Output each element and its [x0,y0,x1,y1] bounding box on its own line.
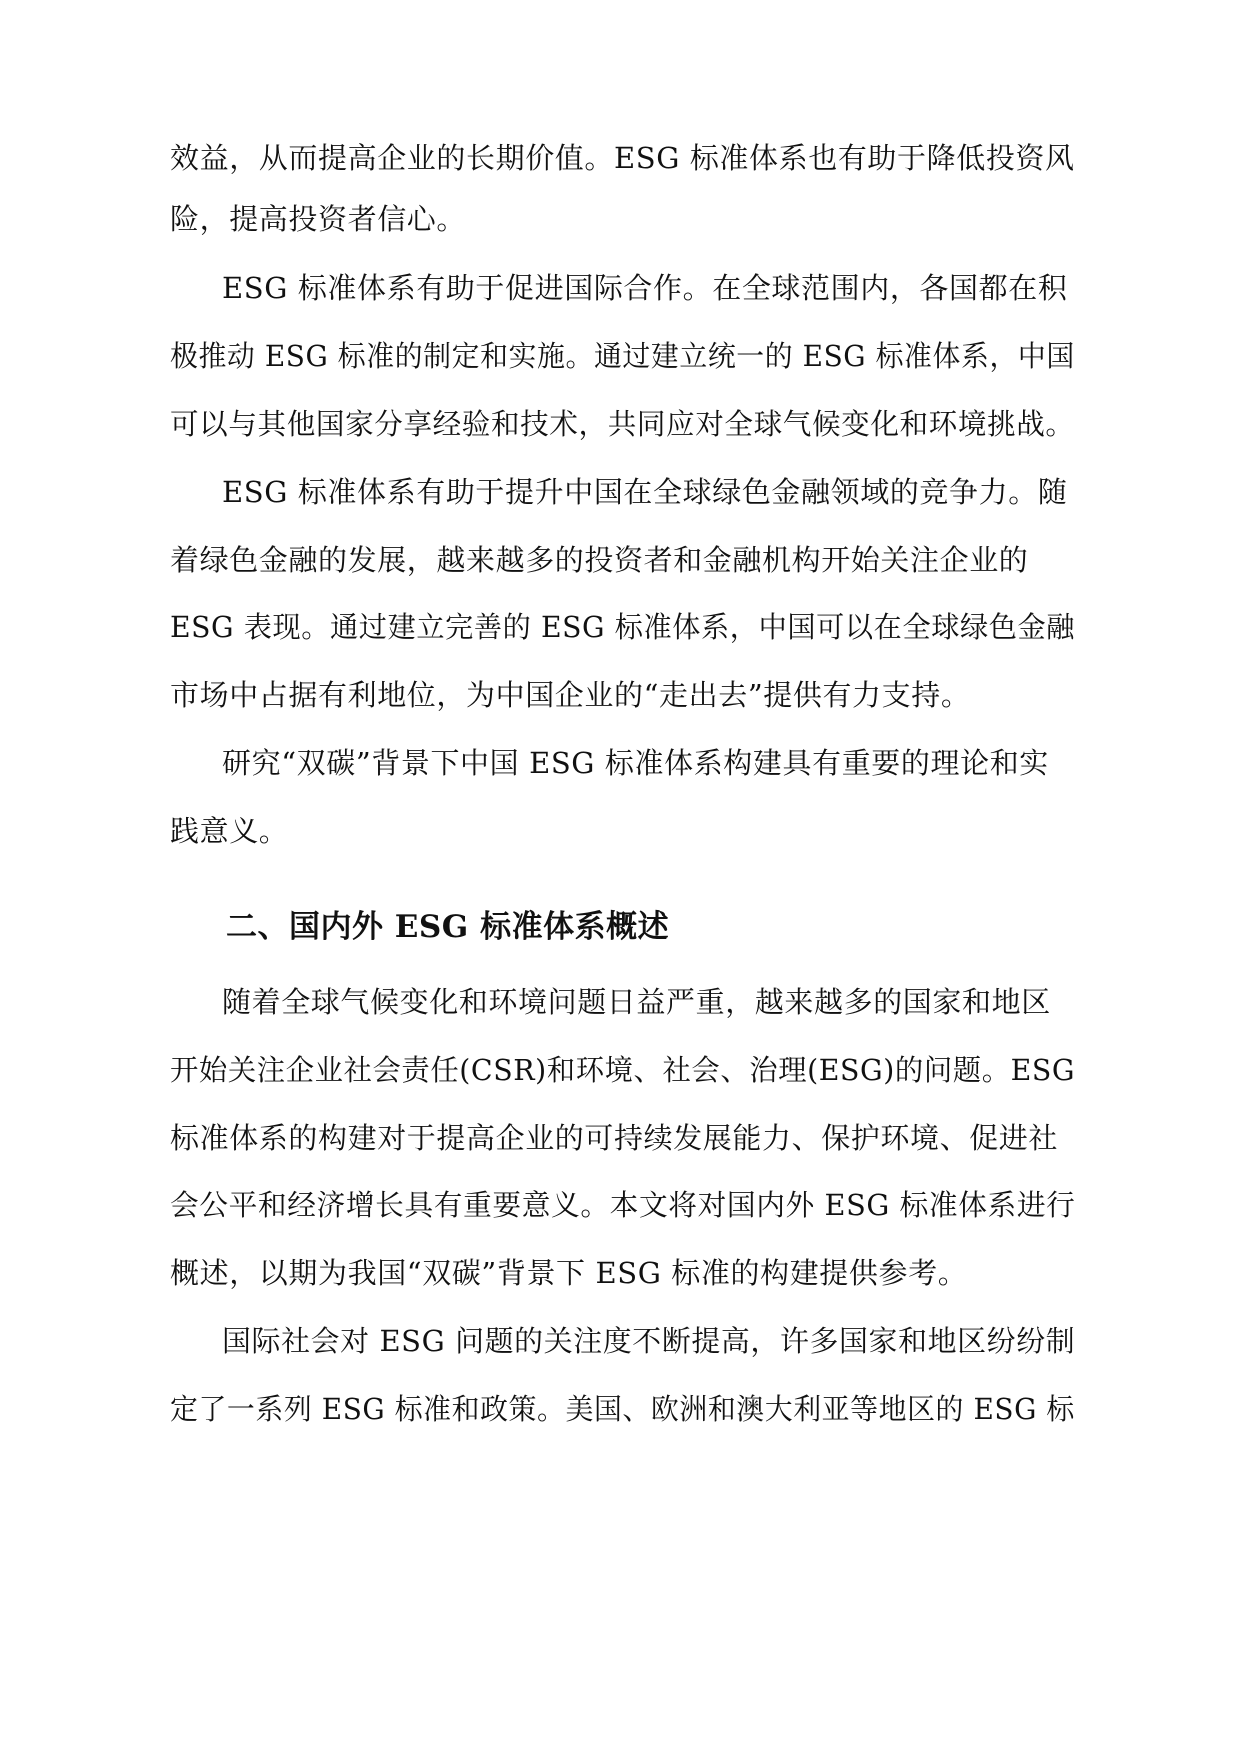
paragraph-text: ESG 标准体系有助于促进国际合作。在全球范围内，各国都在积 [222,271,1068,305]
paragraph-text: 市场中占据有利地位，为中国企业的“走出去”提供有力支持。 [170,678,971,712]
paragraph-text: 险，提高投资者信心。 [170,202,467,236]
paragraph-text: 研究“双碳”背景下中国 ESG 标准体系构建具有重要的理论和实 [222,746,1049,780]
paragraph-text: 可以与其他国家分享经验和技术，共同应对全球气候变化和环境挑战。 [170,407,1075,441]
paragraph-text: 随着全球气候变化和环境问题日益严重，越来越多的国家和地区 [222,985,1051,1019]
paragraph-text: 着绿色金融的发展，越来越多的投资者和金融机构开始关注企业的 [170,543,1029,577]
paragraph-text: 极推动 ESG 标准的制定和实施。通过建立统一的 ESG 标准体系，中国 [170,339,1075,373]
section-heading-text: 二、国内外 ESG 标准体系概述 [226,909,670,945]
paragraph-text: ESG 表现。通过建立完善的 ESG 标准体系，中国可以在全球绿色金融 [170,610,1076,644]
paragraph-text: 标准体系的构建对于提高企业的可持续发展能力、保护环境、促进社 [170,1121,1059,1155]
paragraph-text: 国际社会对 ESG 问题的关注度不断提高，许多国家和地区纷纷制 [222,1324,1076,1358]
paragraph-text: 会公平和经济增长具有重要意义。本文将对国内外 ESG 标准体系进行 [170,1188,1076,1222]
paragraph-text: 定了一系列 ESG 标准和政策。美国、欧洲和澳大利亚等地区的 ESG 标 [170,1392,1075,1426]
paragraph-text: ESG 标准体系有助于提升中国在全球绿色金融领域的竞争力。随 [222,475,1068,509]
paragraph-text: 践意义。 [170,814,289,848]
paragraph-text: 效益，从而提高企业的长期价值。ESG 标准体系也有助于降低投资风 [170,141,1075,175]
paragraph-text: 概述，以期为我国“双碳”背景下 ESG 标准的构建提供参考。 [170,1256,968,1290]
paragraph-text: 开始关注企业社会责任(CSR)和环境、社会、治理(ESG)的问题。ESG [170,1053,1076,1087]
